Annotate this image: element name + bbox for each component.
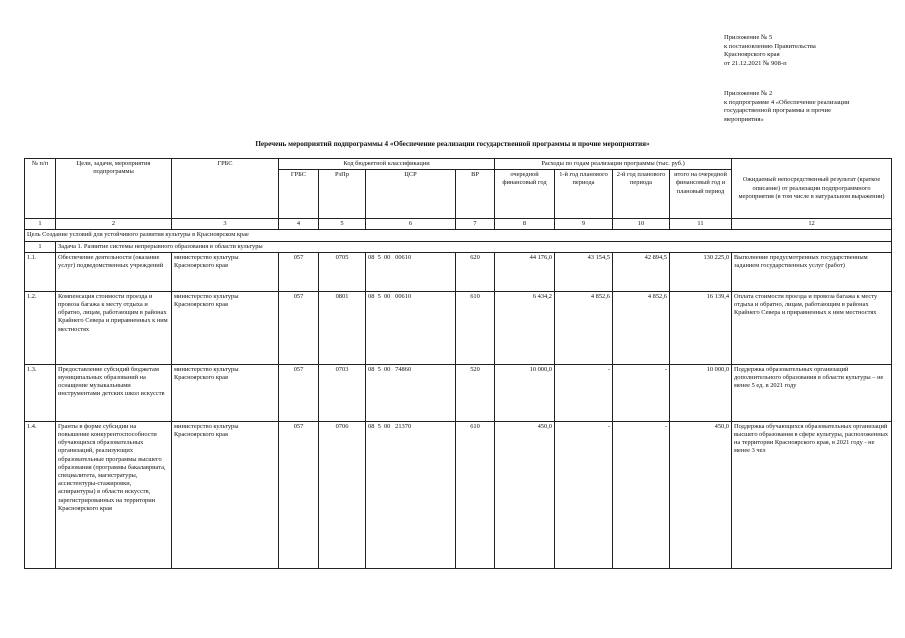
row-name: Гранты в форме субсидии на повышение конкурентоспособности обучающихся образовательных организаций, реализующих образовательные программы высшего образования (программы бакалавриата, специалитета, магистратуры, ассистентуры-стажировки, аспирантуры) в области искусств, зарегистрированных на территории Красноярского края (56, 421, 172, 568)
column-number: 10 (613, 219, 670, 230)
header-code-grbs: ГРБС (279, 170, 319, 219)
column-number: 4 (279, 219, 319, 230)
appendix-2-line: Приложение № 2 (724, 90, 773, 97)
appendix-2-line: мероприятия» (724, 115, 764, 123)
column-number: 12 (732, 219, 892, 230)
column-number: 3 (172, 219, 279, 230)
row-year-0: 10 000,0 (495, 364, 555, 421)
row-total: 10 000,0 (670, 364, 732, 421)
column-number: 7 (456, 219, 495, 230)
header-result: Ожидаемый непосредственный результат (краткое описание) от реализации подпрограммного мероприятия (в том числе в натуральном выражении) (732, 159, 892, 219)
column-number: 2 (56, 219, 172, 230)
table-row (25, 252, 892, 291)
header-expenses-group: Расходы по годам реализации программы (тыс. руб.) (495, 159, 732, 170)
column-number: 9 (555, 219, 613, 230)
header-code-vr: ВР (456, 170, 495, 219)
table-row (25, 364, 892, 421)
row-year-1: - (555, 421, 613, 568)
appendix-5-line: от 21.12.2021 № 908-п (724, 59, 787, 67)
table-row (25, 421, 892, 568)
row-total: 130 225,0 (670, 252, 732, 291)
row-total: 450,0 (670, 421, 732, 568)
column-number: 11 (670, 219, 732, 230)
header-year-2: 2-й год планового периода (613, 170, 670, 219)
column-number: 1 (25, 219, 56, 230)
header-goals: Цели, задачи, мероприятия подпрограммы (56, 159, 172, 219)
header-num: № п/п (25, 159, 56, 219)
row-num: 1.1. (25, 252, 56, 291)
appendix-2-note (724, 90, 850, 124)
row-year-1: 43 154,5 (555, 252, 613, 291)
row-total: 16 139,4 (670, 291, 732, 364)
header-code-rzpr: РзПр (319, 170, 366, 219)
row-grbs: министерство культуры Красноярского края (172, 252, 279, 291)
row-name: Обеспечение деятельности (оказание услуг) подведомственных учреждений (56, 252, 172, 291)
row-rzpr: 0705 (319, 252, 366, 291)
row-year-2: - (613, 364, 670, 421)
header-grbs: ГРБС (172, 159, 279, 219)
appendix-5-line: к постановлению Правительства (724, 42, 816, 50)
task-num: 1 (25, 241, 56, 252)
column-number: 8 (495, 219, 555, 230)
header-year-0: очередной финансовый год (495, 170, 555, 219)
row-name: Компенсация стоимости проезда и провоза багажа к месту отдыха и обратно, лицам, работающим в районах Крайнего Севера и приравненных к ним местностях (56, 291, 172, 364)
document-title: Перечень мероприятий подпрограммы 4 «Обеспечение реализации государственной программы и прочие мероприятия» (255, 140, 650, 148)
row-rzpr: 0706 (319, 421, 366, 568)
row-year-2: 4 852,6 (613, 291, 670, 364)
row-result: Оплата стоимости проезда и провоза багажа к месту отдыха и обратно, лицам, работающим в районах Крайнего Севера и приравненных к ним местностях (732, 291, 892, 364)
row-grbs: министерство культуры Красноярского края (172, 421, 279, 568)
row-code: 057 (279, 252, 319, 291)
row-vr: 610 (456, 421, 495, 568)
row-year-1: 4 852,6 (555, 291, 613, 364)
row-rzpr: 0703 (319, 364, 366, 421)
task-text: Задача 1. Развитие системы непрерывного образования в области культуры (56, 241, 892, 252)
row-vr: 610 (456, 291, 495, 364)
row-csr: 08 5 00 21370 (366, 421, 456, 568)
row-year-0: 6 434,2 (495, 291, 555, 364)
row-csr: 08 5 00 00610 (366, 252, 456, 291)
header-total: итого на очередной финансовый год и плановый период (670, 170, 732, 219)
row-num: 1.4. (25, 421, 56, 568)
row-code: 057 (279, 364, 319, 421)
row-name: Предоставление субсидий бюджетам муниципальных образований на оснащение музыкальными инструментами детских школ искусств (56, 364, 172, 421)
row-result: Выполнение предусмотренных государственным заданием государственных услуг (работ) (732, 252, 892, 291)
row-year-0: 450,0 (495, 421, 555, 568)
column-number: 5 (319, 219, 366, 230)
row-year-1: - (555, 364, 613, 421)
row-grbs: министерство культуры Красноярского края (172, 291, 279, 364)
row-year-2: - (613, 421, 670, 568)
task-row (25, 241, 892, 252)
table-row (25, 291, 892, 364)
column-numbers-row (25, 219, 892, 230)
row-year-2: 42 894,5 (613, 252, 670, 291)
row-result: Поддержка обучающихся образовательных организаций высшего образования в сфере культуры, расположенных на территории Красноярского края, в 2021 году - не менее 3 чел (732, 421, 892, 568)
header-year-1: 1-й год планового периода (555, 170, 613, 219)
goal-row (25, 230, 892, 241)
row-vr: 520 (456, 364, 495, 421)
activities-table (24, 158, 892, 569)
appendix-2-line: к подпрограмме 4 «Обеспечение реализации (724, 98, 850, 106)
row-num: 1.2. (25, 291, 56, 364)
row-year-0: 44 176,0 (495, 252, 555, 291)
row-csr: 08 5 00 00610 (366, 291, 456, 364)
row-code: 057 (279, 421, 319, 568)
row-code: 057 (279, 291, 319, 364)
row-grbs: министерство культуры Красноярского края (172, 364, 279, 421)
row-result: Поддержка образовательных организаций дополнительного образования в области культуры – не менее 5 ед. в 2021 году (732, 364, 892, 421)
header-code-group: Код бюджетной классификации (279, 159, 495, 170)
column-number: 6 (366, 219, 456, 230)
appendix-5-note (724, 34, 816, 68)
appendix-5-line: Красноярского края (724, 51, 780, 59)
goal-text: Цель Создание условий для устойчивого развития культуры в Красноярском крае (25, 230, 892, 241)
appendix-5-line: Приложение № 5 (724, 34, 773, 41)
row-vr: 620 (456, 252, 495, 291)
appendix-2-line: государственной программы и прочие (724, 107, 832, 115)
row-rzpr: 0801 (319, 291, 366, 364)
header-code-csr: ЦСР (366, 170, 456, 219)
row-num: 1.3. (25, 364, 56, 421)
row-csr: 08 5 00 74860 (366, 364, 456, 421)
